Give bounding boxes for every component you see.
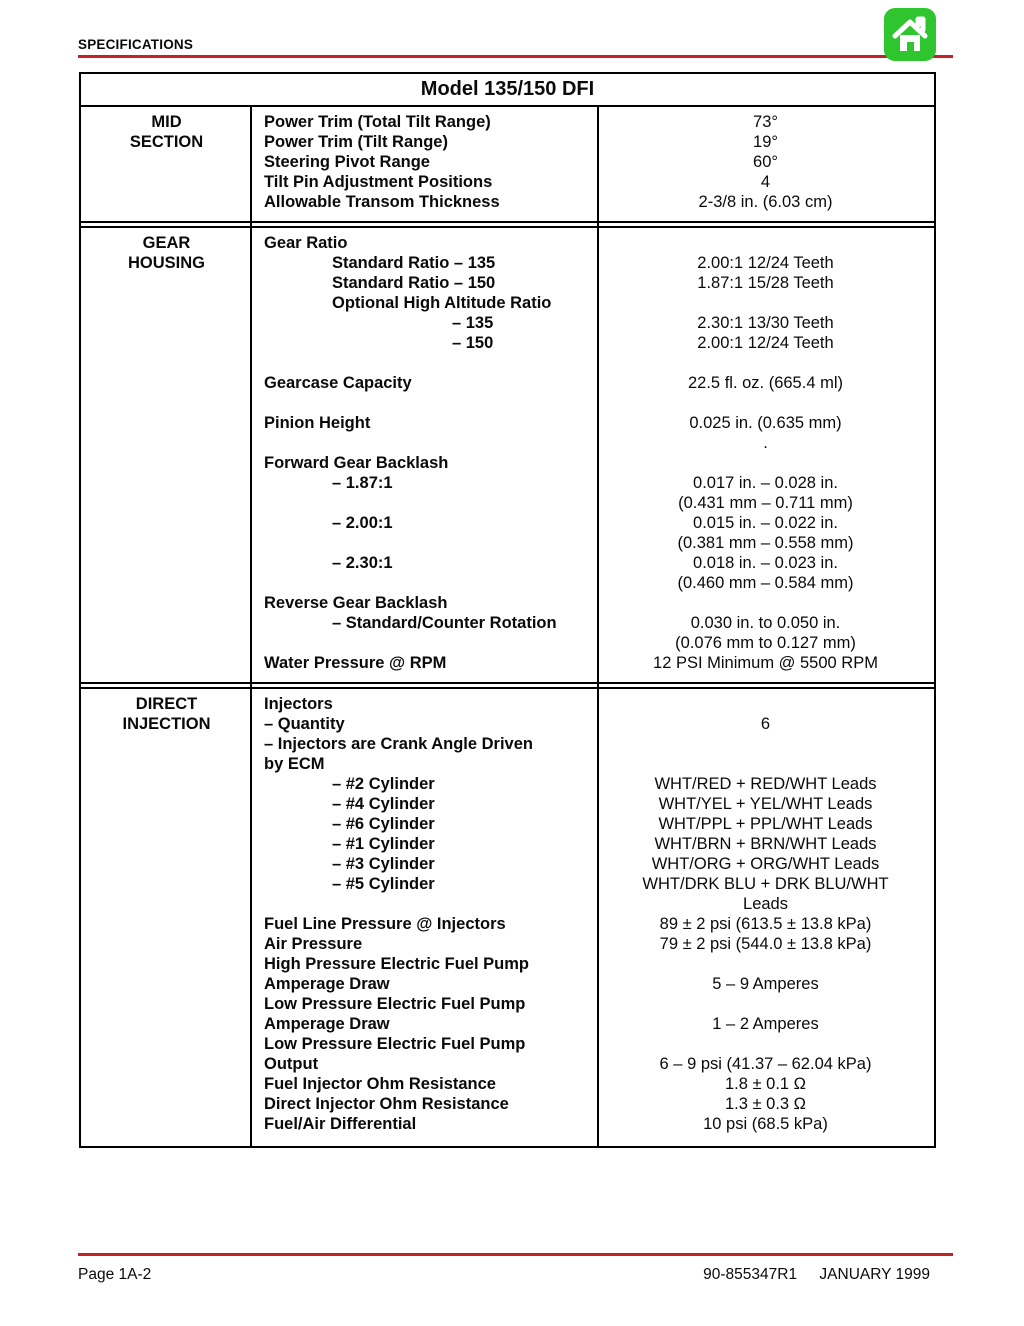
spec-row [252, 253, 934, 273]
spec-row [252, 313, 934, 333]
spec-value: 19° [753, 133, 778, 151]
spec-row [252, 393, 934, 413]
spec-row [252, 513, 934, 533]
spec-label: Optional High Altitude Ratio [332, 294, 552, 312]
spec-value [597, 1034, 934, 1054]
spec-value [597, 593, 934, 613]
spec-row [252, 453, 934, 473]
spec-value: 1.3 ± 0.3 Ω [724, 1095, 807, 1113]
spec-row [252, 293, 934, 313]
spec-row [252, 633, 934, 653]
spec-value [597, 453, 934, 473]
spec-value: 2.00:1 12/24 Teeth [697, 254, 834, 272]
spec-label: – #6 Cylinder [332, 815, 435, 833]
table-body [81, 107, 934, 1146]
spec-label: – Injectors are Crank Angle Driven [264, 735, 533, 753]
section-divider [81, 221, 934, 228]
spec-label [252, 433, 597, 453]
spec-label: Amperage Draw [264, 1015, 390, 1033]
spec-label: – #1 Cylinder [332, 835, 435, 853]
spec-row [252, 273, 934, 293]
spec-label: Direct Injector Ohm Resistance [264, 1095, 509, 1113]
spec-label: Low Pressure Electric Fuel Pump [264, 1035, 526, 1053]
spec-label [252, 393, 597, 413]
spec-value: 73° [753, 113, 778, 131]
spec-row [252, 413, 934, 433]
spec-row [252, 754, 934, 774]
spec-value: 4 [760, 173, 771, 191]
spec-value: 89 ± 2 psi (613.5 ± 13.8 kPa) [659, 915, 872, 933]
spec-label: – 135 [452, 314, 494, 332]
spec-label: Amperage Draw [264, 975, 390, 993]
spec-row [252, 934, 934, 954]
header-rule [78, 55, 953, 58]
spec-value: 1.87:1 15/28 Teeth [697, 274, 834, 292]
section-name: GEAR HOUSING [127, 234, 205, 272]
spec-value: 0.025 in. (0.635 mm) [689, 414, 842, 432]
spec-value [597, 694, 934, 714]
spec-row [252, 473, 934, 493]
spec-value: 0.030 in. to 0.050 in. [690, 614, 841, 632]
spec-row [252, 734, 934, 754]
spec-value: WHT/ORG + ORG/WHT Leads [651, 855, 880, 873]
spec-label: Pinion Height [264, 414, 371, 432]
spec-label [252, 573, 597, 593]
spec-label: Fuel Injector Ohm Resistance [264, 1075, 496, 1093]
spec-label: Power Trim (Tilt Range) [264, 133, 448, 151]
spec-label: Allowable Transom Thickness [264, 193, 500, 211]
spec-row [252, 653, 934, 673]
spec-value: 1 – 2 Amperes [712, 1015, 819, 1033]
spec-label: – 2.30:1 [332, 554, 393, 572]
spec-row [252, 714, 934, 734]
spec-value: WHT/YEL + YEL/WHT Leads [658, 795, 873, 813]
spec-label: Forward Gear Backlash [264, 454, 449, 472]
spec-value: 6 [760, 715, 771, 733]
spec-value: 0.018 in. – 0.023 in. [693, 554, 838, 572]
spec-label: Steering Pivot Range [264, 153, 430, 171]
spec-label: – #2 Cylinder [332, 775, 435, 793]
spec-value: 2.30:1 13/30 Teeth [697, 314, 834, 332]
spec-row [252, 974, 934, 994]
spec-label: Tilt Pin Adjustment Positions [264, 173, 493, 191]
spec-row [252, 353, 934, 373]
spec-label: – #5 Cylinder [332, 875, 435, 893]
section-divider [81, 682, 934, 689]
spec-row [252, 814, 934, 834]
spec-row [252, 894, 934, 914]
spec-value: (0.381 mm – 0.558 mm) [677, 534, 854, 552]
spec-value: 2.00:1 12/24 Teeth [697, 334, 834, 352]
column-divider [597, 107, 599, 1146]
spec-value [597, 393, 934, 413]
home-icon[interactable] [884, 8, 936, 61]
page-section-heading: SPECIFICATIONS [78, 37, 194, 52]
spec-row [252, 994, 934, 1014]
spec-row [252, 152, 934, 172]
spec-value: WHT/RED + RED/WHT Leads [654, 775, 877, 793]
spec-label: Fuel/Air Differential [264, 1115, 417, 1133]
spec-row [252, 774, 934, 794]
spec-row [252, 553, 934, 573]
spec-row [252, 613, 934, 633]
spec-label: Reverse Gear Backlash [264, 594, 448, 612]
spec-value [597, 994, 934, 1014]
spec-label: Output [264, 1055, 319, 1073]
spec-value: . [763, 434, 768, 452]
spec-label: Power Trim (Total Tilt Range) [264, 113, 491, 131]
spec-value [597, 754, 934, 774]
spec-label [252, 353, 597, 373]
spec-value: 5 – 9 Amperes [712, 975, 819, 993]
spec-label: – 2.00:1 [332, 514, 393, 532]
document-info [703, 1266, 930, 1284]
spec-row [252, 1114, 934, 1134]
footer-rule [78, 1253, 953, 1256]
spec-label: – Quantity [264, 715, 345, 733]
spec-label: Standard Ratio – 135 [332, 254, 496, 272]
spec-row [252, 1094, 934, 1114]
spec-label: Injectors [264, 695, 333, 713]
spec-value: 6 – 9 psi (41.37 – 62.04 kPa) [659, 1055, 872, 1073]
spec-row [252, 233, 934, 253]
section-name: MID SECTION [129, 113, 204, 151]
page-number: Page 1A-2 [78, 1266, 152, 1283]
spec-row [252, 112, 934, 132]
spec-row [252, 192, 934, 212]
spec-value [597, 734, 934, 754]
spec-value: 2-3/8 in. (6.03 cm) [698, 193, 833, 211]
spec-label [252, 533, 597, 553]
spec-table [79, 72, 936, 1148]
spec-value: (0.460 mm – 0.584 mm) [677, 574, 854, 592]
column-divider [250, 107, 252, 1146]
spec-row [252, 132, 934, 152]
spec-value: (0.431 mm – 0.711 mm) [678, 494, 853, 512]
spec-value: 79 ± 2 psi (544.0 ± 13.8 kPa) [659, 935, 872, 953]
spec-label: Gear Ratio [264, 234, 348, 252]
spec-row [252, 694, 934, 714]
spec-value: 12 PSI Minimum @ 5500 RPM [653, 654, 878, 672]
spec-row [252, 854, 934, 874]
spec-value: 0.015 in. – 0.022 in. [693, 514, 838, 532]
table-section [81, 107, 934, 221]
spec-value [597, 954, 934, 974]
spec-label [252, 493, 597, 513]
spec-value: WHT/DRK BLU + DRK BLU/WHT [642, 875, 889, 893]
spec-value [597, 353, 934, 373]
spec-row [252, 593, 934, 613]
section-name: DIRECT INJECTION [122, 695, 211, 733]
spec-row [252, 794, 934, 814]
spec-value: 60° [753, 153, 778, 171]
spec-value: Leads [743, 895, 788, 913]
spec-row [252, 954, 934, 974]
spec-label [252, 633, 597, 653]
spec-value [597, 293, 934, 313]
spec-value [597, 233, 934, 253]
spec-value: 22.5 fl. oz. (665.4 ml) [688, 374, 843, 392]
spec-label: High Pressure Electric Fuel Pump [264, 955, 529, 973]
spec-row [252, 874, 934, 894]
spec-row [252, 433, 934, 453]
spec-row [252, 914, 934, 934]
spec-row [252, 834, 934, 854]
spec-label: – 150 [452, 334, 494, 352]
spec-label: Standard Ratio – 150 [332, 274, 496, 292]
spec-label: – 1.87:1 [332, 474, 393, 492]
spec-row [252, 1074, 934, 1094]
spec-label: – Standard/Counter Rotation [332, 614, 557, 632]
spec-row [252, 1054, 934, 1074]
spec-row [252, 333, 934, 353]
spec-row [252, 533, 934, 553]
spec-label: Fuel Line Pressure @ Injectors [264, 915, 506, 933]
spec-label: – #3 Cylinder [332, 855, 435, 873]
spec-label: Low Pressure Electric Fuel Pump [264, 995, 526, 1013]
spec-row [252, 493, 934, 513]
table-section [81, 689, 934, 1146]
spec-label [252, 894, 597, 914]
document-number: 90-855347R1 [703, 1266, 798, 1283]
footer [78, 1266, 930, 1284]
document-date: JANUARY 1999 [819, 1266, 930, 1283]
spec-value: WHT/BRN + BRN/WHT Leads [654, 835, 877, 853]
spec-label: – #4 Cylinder [332, 795, 435, 813]
spec-label: Water Pressure @ RPM [264, 654, 447, 672]
spec-label: by ECM [264, 755, 325, 773]
spec-value: 1.8 ± 0.1 Ω [724, 1075, 807, 1093]
spec-row [252, 573, 934, 593]
spec-value: (0.076 mm to 0.127 mm) [675, 634, 856, 652]
spec-row [252, 373, 934, 393]
spec-value: WHT/PPL + PPL/WHT Leads [658, 815, 873, 833]
spec-value: 10 psi (68.5 kPa) [703, 1115, 828, 1133]
spec-label: Air Pressure [264, 935, 363, 953]
spec-label: Gearcase Capacity [264, 374, 412, 392]
table-section [81, 228, 934, 682]
spec-row [252, 1014, 934, 1034]
spec-row [252, 1034, 934, 1054]
spec-row [252, 172, 934, 192]
spec-value: 0.017 in. – 0.028 in. [693, 474, 838, 492]
table-title: Model 135/150 DFI [81, 74, 934, 107]
